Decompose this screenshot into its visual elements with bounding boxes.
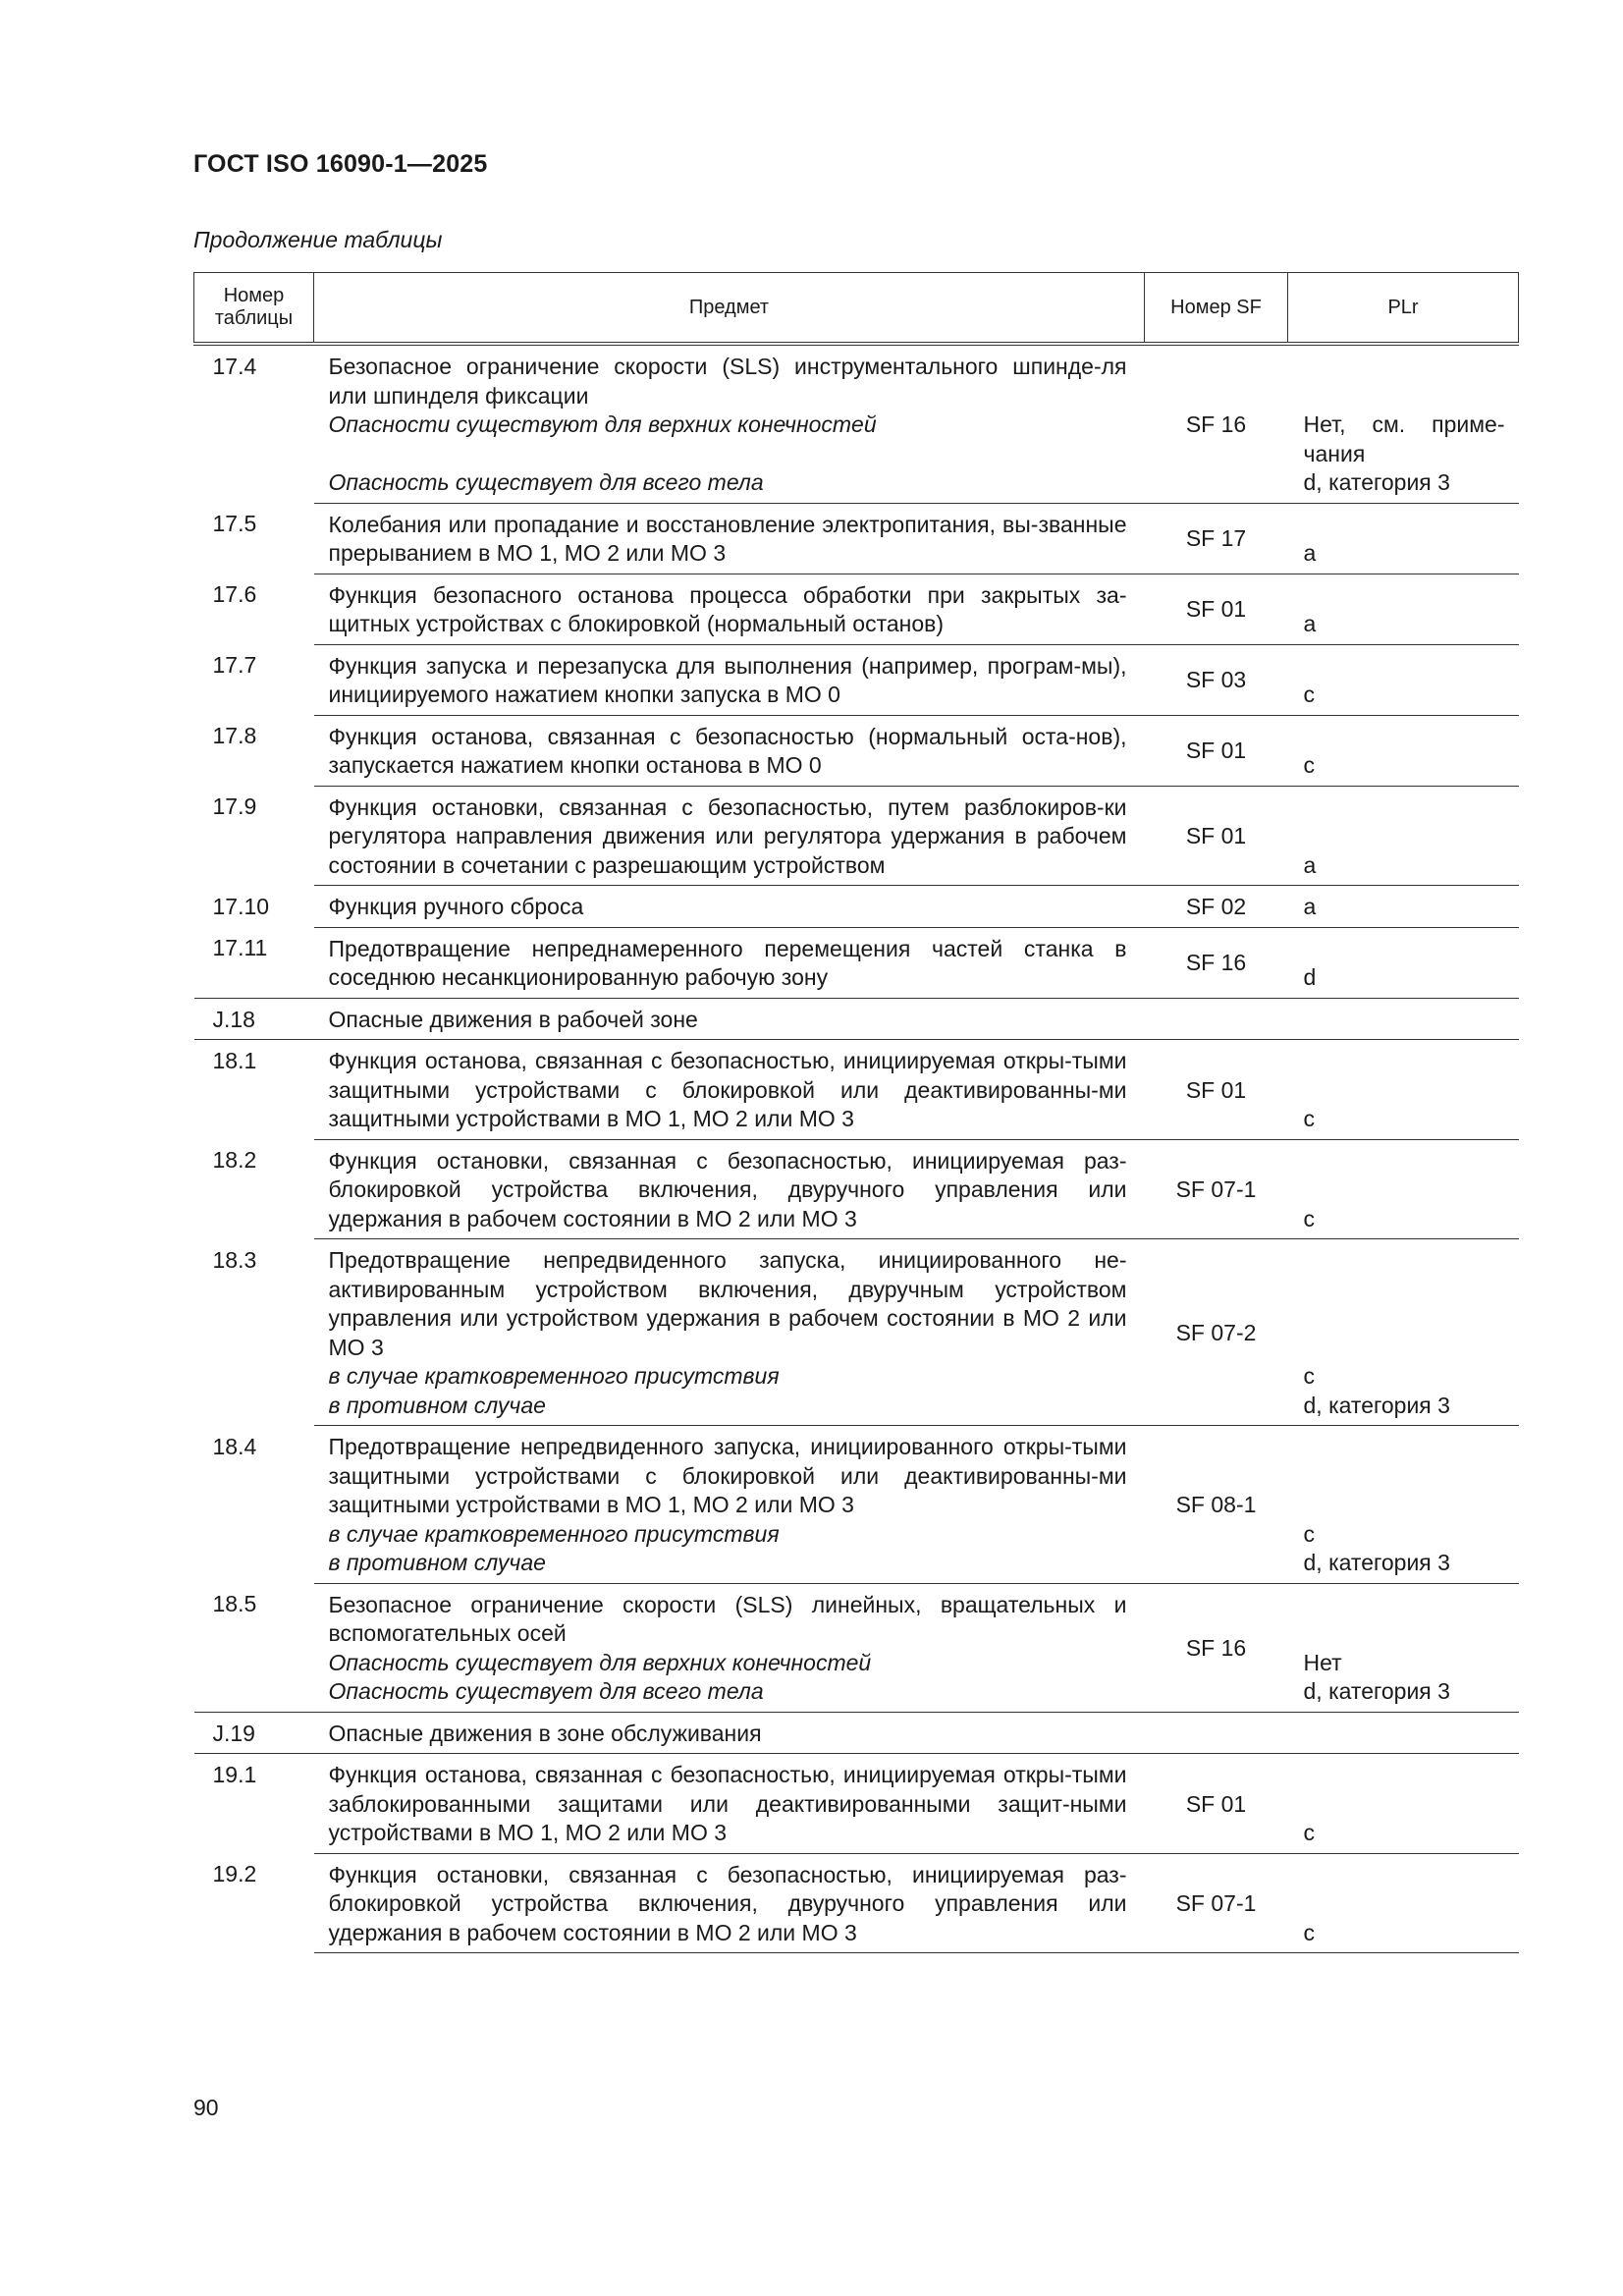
subject-hazard-note: в случае кратковременного присутствия: [328, 1363, 780, 1389]
table-row: [194, 1426, 1519, 1584]
table-row: [194, 1239, 1519, 1426]
table-row: [194, 574, 1519, 644]
plr-value: c: [1303, 1520, 1315, 1547]
row-sf-number: SF 01: [1145, 1754, 1288, 1854]
row-sf-number: SF 16: [1145, 927, 1288, 998]
table-row: [194, 1853, 1519, 1953]
row-subject: [314, 786, 1145, 886]
row-table-number: J.18: [194, 998, 314, 1040]
row-plr: [1288, 1583, 1519, 1712]
row-plr: [1288, 886, 1519, 928]
plr-value: d, категория 3: [1303, 1678, 1450, 1704]
subject-text: Функция запуска и перезапуска для выполнения (например, програм-мы), инициируемого нажатием кнопки запуска в МО 0: [328, 652, 1127, 707]
row-subject: [314, 1712, 1145, 1754]
row-table-number: 17.5: [212, 511, 257, 536]
row-sf-number: SF 01: [1145, 574, 1288, 644]
row-sf-number: SF 17: [1145, 503, 1288, 574]
subject-text: Функция останова, связанная с безопасностью, инициируемая откры-тыми защитными устройствами с блокировкой или деактивированны-ми защитными устройствами в МО 1, МО 2 или МО 3: [328, 1048, 1127, 1131]
row-sf-number: SF 01: [1145, 715, 1288, 786]
table-group-row: [194, 998, 1519, 1040]
subject-text: [329, 440, 1127, 469]
row-plr: [1288, 1040, 1519, 1140]
row-sf-number: SF 07-1: [1145, 1853, 1288, 1953]
plr-value: d: [1303, 964, 1317, 990]
subject-hazard-note: в противном случае: [328, 1392, 546, 1418]
table-body: [194, 344, 1519, 1953]
plr-value: Нет, см. приме-: [1303, 411, 1505, 437]
plr-value: a: [1303, 611, 1317, 636]
subject-hazard-note: в противном случае: [328, 1550, 546, 1575]
row-table-number: 17.9: [212, 793, 257, 819]
row-sf-number: SF 07-2: [1145, 1239, 1288, 1426]
subject-text: Функция остановки, связанная с безопасностью, путем разблокиров-ки регулятора направления движения или регулятора удержания в рабочем состоянии в сочетании с разрешающим устройством: [328, 793, 1127, 878]
plr-value: a: [1303, 851, 1317, 878]
row-subject: [314, 503, 1145, 574]
subject-text: Опасные движения в рабочей зоне: [328, 1006, 698, 1032]
row-subject: [314, 1583, 1145, 1712]
table-row: [194, 786, 1519, 886]
subject-text: Функция безопасного останова процесса обработки при закрытых за-щитных устройствах с блокировкой (нормальный останов): [328, 581, 1127, 636]
table-row: [194, 886, 1519, 928]
table-continuation-caption: Продолжение таблицы: [193, 227, 443, 252]
plr-value: Нет: [1303, 1649, 1342, 1675]
plr-value: чания: [1303, 440, 1366, 466]
row-sf-number: SF 07-1: [1145, 1139, 1288, 1239]
subject-text: Безопасное ограничение скорости (SLS) линейных, вращательных и вспомогательных осей: [328, 1591, 1127, 1646]
column-header-sf-number: Номер SF: [1145, 273, 1288, 345]
row-plr: [1288, 574, 1519, 644]
row-subject: [314, 574, 1145, 644]
row-subject: [314, 644, 1145, 715]
subject-text: Опасные движения в зоне обслуживания: [328, 1720, 762, 1746]
subject-text: Функция останова, связанная с безопасностью, инициируемая откры-тыми заблокированными защитами или деактивированными защит-ными устройствами в МО 1, МО 2 или МО 3: [328, 1762, 1127, 1845]
plr-value: c: [1303, 682, 1315, 707]
row-table-number: 17.11: [194, 927, 314, 998]
plr-value: c: [1303, 1919, 1315, 1945]
row-table-number: 19.2: [212, 1861, 257, 1886]
row-subject: [314, 1040, 1145, 1140]
row-table-number: 18.3: [212, 1246, 257, 1273]
table-row: [194, 503, 1519, 574]
row-table-number: 17.8: [212, 723, 257, 748]
plr-value: a: [1303, 894, 1317, 919]
subject-text: Функция остановки, связанная с безопасностью, инициируемая раз-блокировкой устройства включения, двуручного управления или удержания в рабочем состоянии в МО 2 или МО 3: [328, 1147, 1127, 1231]
table-header-row: [194, 273, 1519, 345]
plr-value: d, категория 3: [1303, 469, 1450, 495]
row-plr: [1288, 786, 1519, 886]
document-title: ГОСТ ISO 16090-1—2025: [193, 150, 488, 178]
row-sf-number: [1145, 998, 1288, 1040]
row-plr: [1288, 644, 1519, 715]
subject-text: Предотвращение непредвиденного запуска, инициированного не-активированным устройством включения, двуручным устройством управления или устройством удержания в рабочем состоянии в МО 2 или МО 3: [328, 1247, 1127, 1360]
row-subject: [314, 1754, 1145, 1854]
row-plr: [1288, 503, 1519, 574]
table-row: [194, 1040, 1519, 1140]
row-subject: [314, 715, 1145, 786]
plr-value: c: [1303, 752, 1315, 778]
table-row: [194, 1583, 1519, 1712]
row-sf-number: SF 08-1: [1145, 1426, 1288, 1584]
subject-text: Предотвращение непредвиденного запуска, инициированного откры-тыми защитными устройствами с блокировкой или деактивированны-ми защитными устройствами в МО 1, МО 2 или МО 3: [328, 1434, 1127, 1517]
row-table-number: 17.4: [212, 354, 257, 379]
row-subject: [314, 1239, 1145, 1426]
row-plr: [1288, 1426, 1519, 1584]
table-row: [194, 1754, 1519, 1854]
subject-hazard-note: Опасность существует для всего тела: [328, 469, 764, 495]
column-header-table-number: Номер таблицы: [194, 273, 314, 345]
row-table-number: 18.5: [194, 1583, 314, 1712]
row-sf-number: SF 01: [1145, 1040, 1288, 1140]
row-sf-number: [1145, 1712, 1288, 1754]
plr-value: a: [1303, 540, 1317, 566]
row-plr: [1288, 927, 1519, 998]
row-plr: [1288, 998, 1519, 1040]
row-subject: [314, 998, 1145, 1040]
row-table-number: 19.1: [212, 1762, 257, 1787]
row-subject: [314, 1853, 1145, 1953]
table-group-row: [194, 1712, 1519, 1754]
row-sf-number: SF 01: [1145, 786, 1288, 886]
row-subject: [314, 886, 1145, 928]
plr-value: d, категория 3: [1303, 1392, 1450, 1418]
row-plr: [1288, 1853, 1519, 1953]
subject-hazard-note: Опасности существуют для верхних конечностей: [328, 411, 877, 437]
plr-value: c: [1303, 1820, 1315, 1845]
row-table-number: J.19: [194, 1712, 314, 1754]
plr-value: c: [1303, 1106, 1315, 1131]
subject-text: Функция остановки, связанная с безопасностью, инициируемая раз-блокировкой устройства включения, двуручного управления или удержания в рабочем состоянии в МО 2 или МО 3: [328, 1861, 1127, 1945]
table-row: [194, 344, 1519, 503]
row-table-number: 17.10: [212, 893, 270, 919]
subject-text: Безопасное ограничение скорости (SLS) инструментального шпинде-ля или шпинделя фиксации: [328, 354, 1127, 409]
row-sf-number: SF 16: [1145, 1583, 1288, 1712]
subject-hazard-note: в случае кратковременного присутствия: [328, 1520, 780, 1547]
row-table-number: 17.6: [212, 581, 257, 607]
subject-hazard-note: Опасность существует для всего тела: [328, 1678, 764, 1704]
row-plr: [1288, 1754, 1519, 1854]
subject-text: Функция ручного сброса: [328, 894, 584, 919]
row-sf-number: SF 03: [1145, 644, 1288, 715]
page-number: 90: [193, 2095, 219, 2120]
column-header-plr: PLr: [1288, 273, 1519, 345]
subject-text: Колебания или пропадание и восстановление электропитания, вы-званные прерыванием в МО 1, МО 2 или МО 3: [328, 511, 1127, 566]
subject-text: Предотвращение непреднамеренного перемещения частей станка в соседнюю несанкционированную рабочую зону: [328, 935, 1127, 990]
plr-value: c: [1303, 1205, 1315, 1231]
subject-text: Функция останова, связанная с безопасностью (нормальный оста-нов), запускается нажатием кнопки останова в МО 0: [328, 723, 1127, 778]
table-row: [194, 927, 1519, 998]
row-plr: [1288, 344, 1519, 503]
plr-value: c: [1303, 1363, 1315, 1389]
table-row: [194, 715, 1519, 786]
row-table-number: 18.4: [212, 1433, 257, 1459]
row-subject: [314, 927, 1145, 998]
row-sf-number: SF 02: [1145, 886, 1288, 928]
table-row: [194, 644, 1519, 715]
row-plr: [1288, 715, 1519, 786]
row-plr: [1288, 1239, 1519, 1426]
row-table-number: 17.7: [212, 652, 257, 678]
plr-value: d, категория 3: [1303, 1550, 1450, 1575]
table-row: [194, 1139, 1519, 1239]
row-plr: [1288, 1139, 1519, 1239]
row-subject: [314, 1426, 1145, 1584]
column-header-subject: Предмет: [314, 273, 1145, 345]
row-subject: [314, 1139, 1145, 1239]
row-subject: [314, 344, 1145, 503]
requirements-table: [193, 272, 1519, 1953]
row-table-number: 18.2: [212, 1147, 257, 1173]
row-sf-number: SF 16: [1145, 344, 1288, 503]
subject-hazard-note: Опасность существует для верхних конечностей: [328, 1649, 872, 1675]
row-table-number: 18.1: [212, 1048, 257, 1073]
row-plr: [1288, 1712, 1519, 1754]
